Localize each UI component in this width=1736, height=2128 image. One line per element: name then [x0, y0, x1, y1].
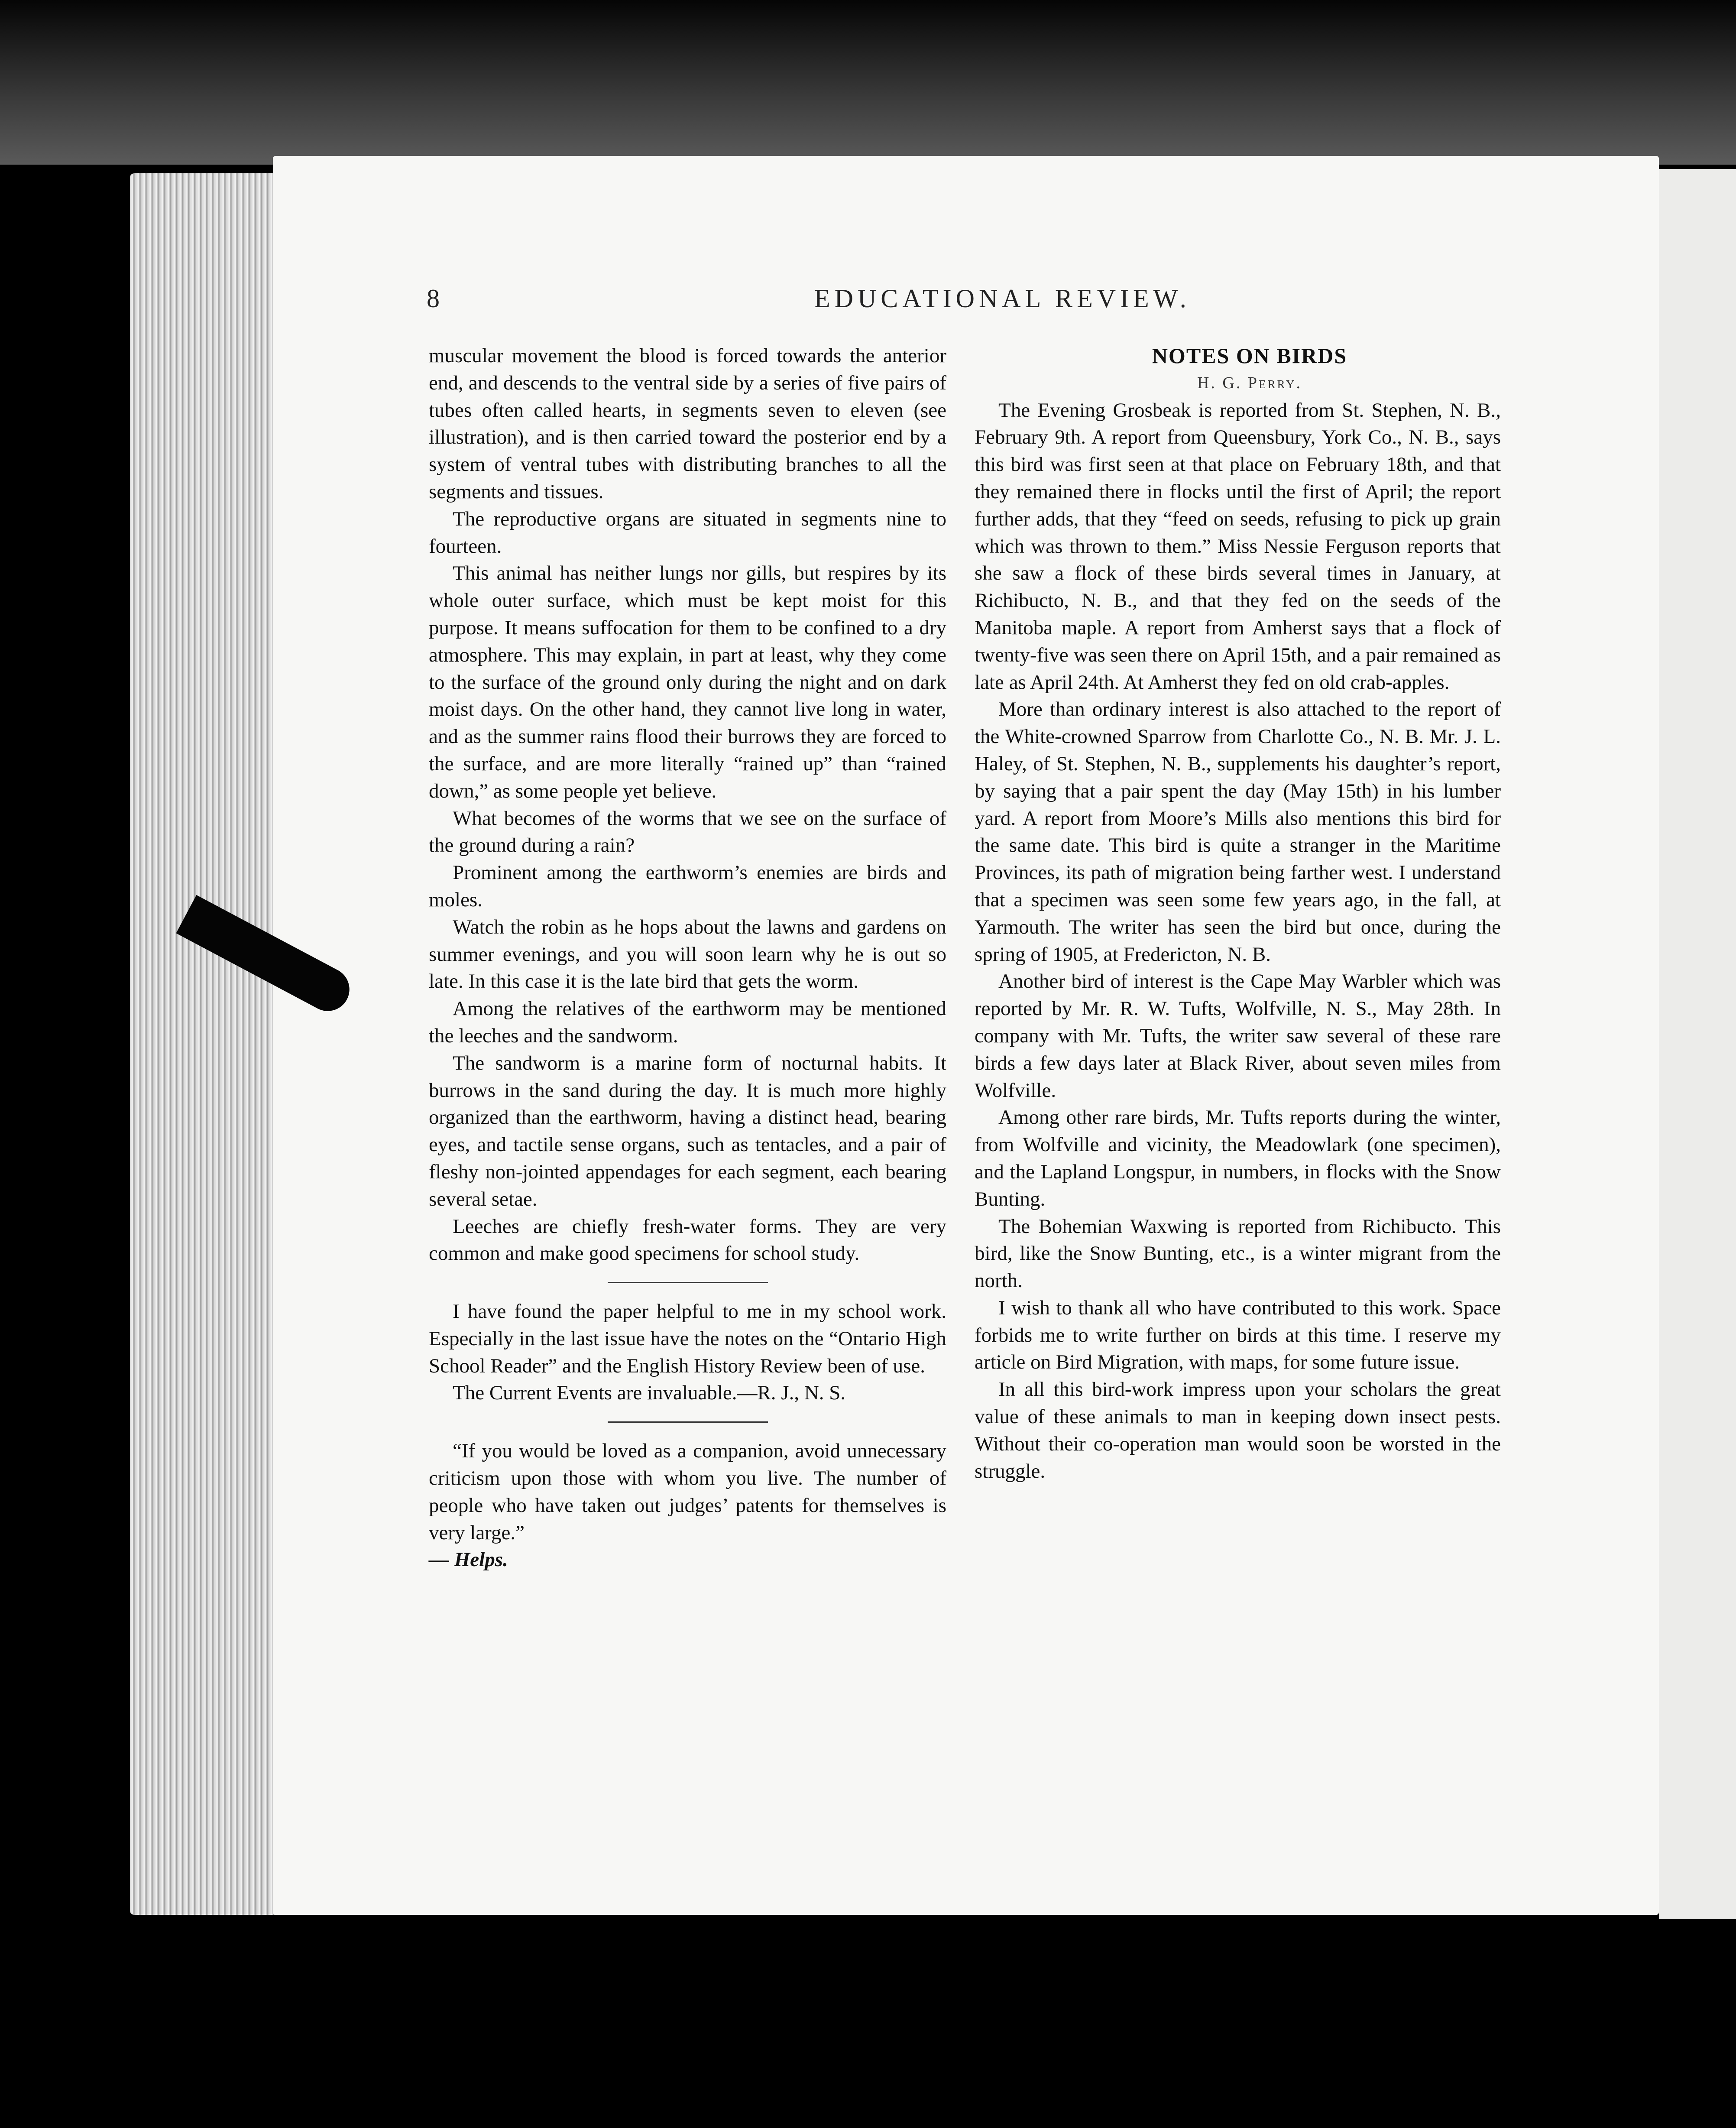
scan-dark-background	[0, 0, 1736, 165]
book-page-edges	[130, 173, 277, 1915]
paragraph: Among the relatives of the earthworm may be mentioned the leeches and the sandworm.	[429, 997, 946, 1047]
article-title: NOTES ON BIRDS	[1152, 344, 1347, 368]
facing-page-edge	[1659, 169, 1736, 1919]
paragraph: Prominent among the earthworm’s enemies are birds and moles.	[429, 861, 946, 911]
page-number: 8	[427, 284, 440, 313]
paragraph: The sandworm is a marine form of nocturnal habits. It burrows in the sand during the day. It is much more highly organized than the earthworm, having a distinct head, bearing eyes, and tactile sense organs, such as tentacles, and a pair of fleshy non-jointed appendages for each segment, each bearing several setae.	[429, 1051, 946, 1210]
paragraph: Leeches are chiefly fresh-water forms. They are very common and make good specimens for school study.	[429, 1215, 946, 1265]
left-column	[429, 342, 946, 1573]
paragraph: More than ordinary interest is also attached to the report of the White-crowned Sparrow from Charlotte Co., N. B. Mr. J. L. Haley, of St. Stephen, N. B., supplements his daughter’s report, by saying that a pair spent the day (May 15th) in his lumber yard. A report from Moore’s Mills also mentions this bird for the same date. This bird is quite a stranger in the Maritime Provinces, its path of migration being farther west. I understand that a specimen was seen some few years ago, in the fall, at Yarmouth. The writer has seen the bird but once, during the spring of 1905, at Fredericton, N. B.	[975, 698, 1501, 966]
letter-signature: The Current Events are invaluable.—R. J., N. S.	[453, 1382, 846, 1405]
article-author: H. G. Perry.	[1197, 373, 1302, 392]
paragraph: I wish to thank all who have contributed to this work. Space forbids me to write further on birds at this time. I reserve my article on Bird Migration, with maps, for some future issue.	[975, 1296, 1501, 1374]
paragraph: The reproductive organs are situated in segments nine to fourteen.	[429, 507, 946, 558]
paragraph: Among other rare birds, Mr. Tufts reports during the winter, from Wolfville and vicinity, the Meadowlark (one specimen), and the Lapland Longspur, in numbers, in flocks with the Snow Bunting.	[975, 1106, 1501, 1210]
paragraph: muscular movement the blood is forced towards the anterior end, and descends to the ventral side by a series of five pairs of tubes often called hearts, in segments seven to eleven (see illustration), and is then carried toward the posterior end by a system of ventral tubes with distributing branches to all the segments and tissues.	[429, 344, 946, 503]
paragraph: This animal has neither lungs nor gills, but respires by its whole outer surface, which must be kept moist for this purpose. It means suffocation for them to be confined to a dry atmosphere. This may explain, in part at least, why they come to the surface of the ground only during the night and on dark moist days. On the other hand, they cannot live long in water, and as the summer rains flood their burrows they are forced to the surface, and are more literally “rained up” than “rained down,” as some people yet believe.	[429, 562, 946, 802]
paragraph: The Bohemian Waxwing is reported from Richibucto. This bird, like the Snow Bunting, etc., is a winter migrant from the north.	[975, 1215, 1501, 1292]
paragraph: Another bird of interest is the Cape May Warbler which was reported by Mr. R. W. Tufts, Wolfville, N. S., May 28th. In company with Mr. Tufts, the writer saw several of these rare birds a few days later at Black River, about seven miles from Wolfville.	[975, 970, 1501, 1102]
running-head: EDUCATIONAL REVIEW.	[814, 284, 1191, 313]
quote-attribution: — Helps.	[429, 1548, 508, 1571]
quote-paragraph: “If you would be loved as a companion, avoid unnecessary criticism upon those with whom you live. The number of people who have taken out judges’ patents for themselves is very large.”	[429, 1440, 946, 1544]
paragraph: Watch the robin as he hops about the lawns and gardens on summer evenings, and you will soon learn why he is out so late. In this case it is the late bird that gets the worm.	[429, 915, 946, 993]
paragraph: What becomes of the worms that we see on the surface of the ground during a rain?	[429, 807, 946, 857]
section-divider	[608, 1421, 768, 1423]
paragraph: In all this bird-work impress upon your scholars the great value of these animals to man in keeping down insect pests. Without their co-operation man would soon be worsted in the struggle.	[975, 1378, 1501, 1482]
section-divider	[608, 1282, 768, 1283]
paragraph: The Evening Grosbeak is reported from St. Stephen, N. B., February 9th. A report from Queensbury, York Co., N. B., says this bird was first seen at that place on February 18th, and that they remained there in flocks until the first of April; the report further adds, that they “feed on seeds, refusing to pick up grain which was thrown to them.” Miss Nessie Ferguson reports that she saw a flock of these birds several times in January, at Richibucto, N. B., and that they fed on the seeds of the Manitoba maple. A report from Amherst says that a flock of twenty-five was seen there on April 15th, and a pair remained as late as April 24th. At Amherst they fed on old crab-apples.	[975, 399, 1501, 694]
right-column	[975, 342, 1501, 1485]
letter-paragraph: I have found the paper helpful to me in my school work. Especially in the last issue have the notes on the “Ontario High School Reader” and the English History Review been of use.	[429, 1300, 946, 1377]
